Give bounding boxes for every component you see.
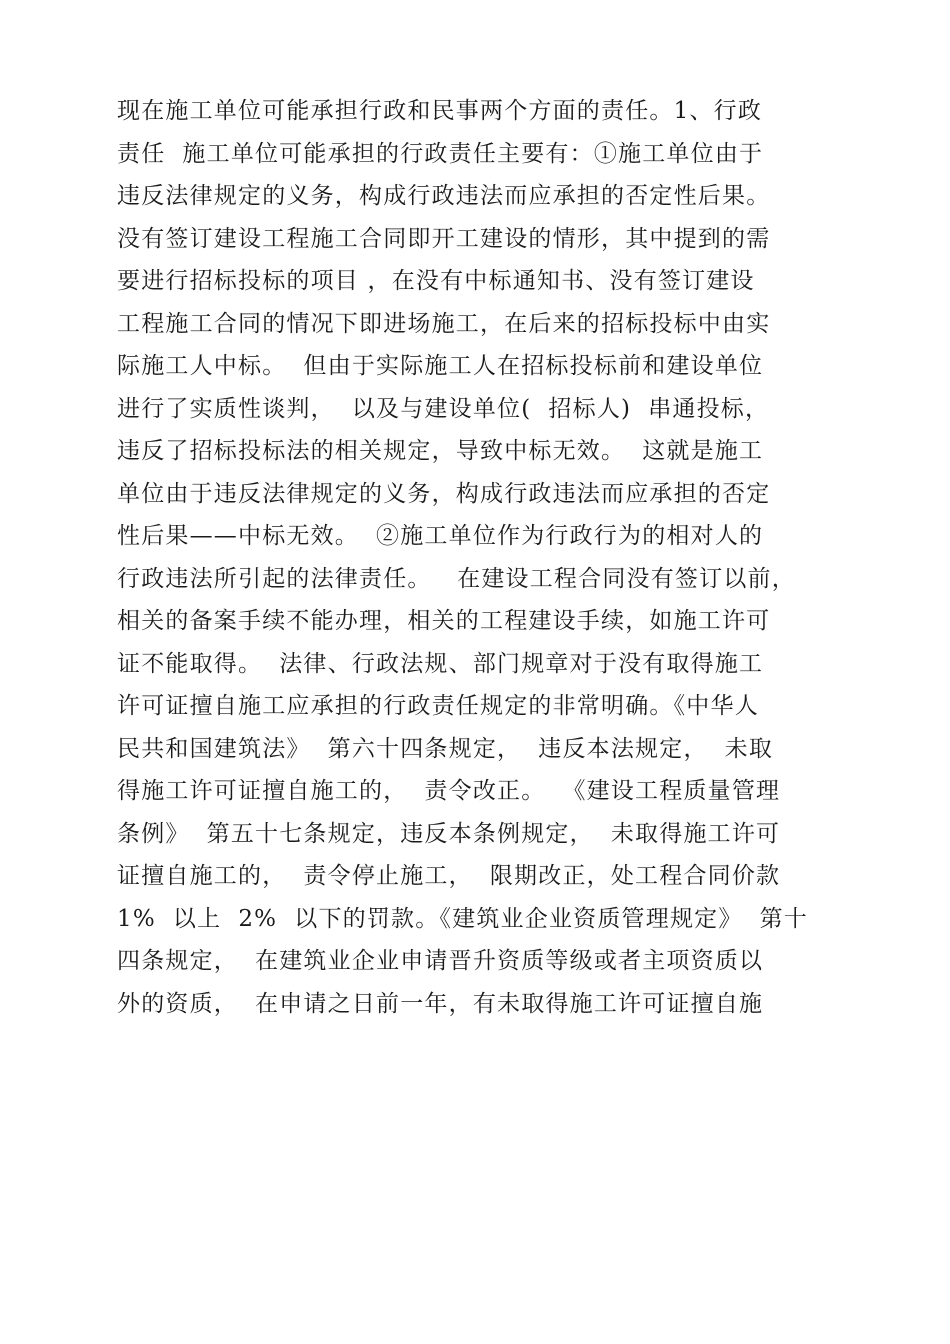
text-line: 证不能取得。 法律、行政法规、部门规章对于没有取得施工 bbox=[117, 650, 764, 677]
text-line: 进行了实质性谈判， 以及与建设单位( 招标人) 串通投标， bbox=[117, 395, 770, 422]
text-line: 要进行招标投标的项目 ，在没有中标通知书、没有签订建设 bbox=[117, 268, 755, 294]
text-line: 性后果——中标无效。 ②施工单位作为行政行为的相对人的 bbox=[117, 523, 764, 549]
text-line: 条例》 第五十七条规定，违反本条例规定， 未取得施工许可 bbox=[117, 820, 781, 847]
text-line: 四条规定， 在建筑业企业申请晋升资质等级或者主项资质以 bbox=[117, 948, 764, 974]
text-line: 现在施工单位可能承担行政和民事两个方面的责任。1、行政 bbox=[117, 98, 763, 124]
text-line: 相关的备案手续不能办理，相关的工程建设手续，如施工许可 bbox=[117, 608, 771, 634]
text-line: 责任 施工单位可能承担的行政责任主要有：①施工单位由于 bbox=[117, 140, 764, 167]
text-line: 证擅自施工的， 责令停止施工， 限期改正，处工程合同价款 bbox=[117, 863, 781, 889]
text-line: 违反了招标投标法的相关规定，导致中标无效。 这就是施工 bbox=[117, 438, 764, 464]
text-line: 民共和国建筑法》 第六十四条规定， 违反本法规定， 未取 bbox=[117, 735, 774, 762]
text-line: 单位由于违反法律规定的义务，构成行政违法而应承担的否定 bbox=[117, 480, 771, 507]
text-line: 许可证擅自施工应承担的行政责任规定的非常明确。《中华人 bbox=[117, 693, 759, 719]
body-text bbox=[117, 90, 817, 1025]
text-line: 违反法律规定的义务，构成行政违法而应承担的否定性后果。 bbox=[117, 183, 771, 209]
text-line: 没有签订建设工程施工合同即开工建设的情形，其中提到的需 bbox=[117, 225, 771, 252]
text-line: 行政违法所引起的法律责任。 在建设工程合同没有签订以前， bbox=[117, 565, 796, 592]
text-line: 工程施工合同的情况下即进场施工，在后来的招标投标中由实 bbox=[117, 310, 771, 337]
text-line: 际施工人中标。 但由于实际施工人在招标投标前和建设单位 bbox=[117, 353, 764, 379]
text-line: 得施工许可证擅自施工的， 责令改正。 《建设工程质量管理 bbox=[117, 778, 781, 804]
text-line: 外的资质， 在申请之日前一年，有未取得施工许可证擅自施 bbox=[117, 990, 764, 1017]
text-line: 1% 以上 2% 以下的罚款。《建筑业企业资质管理规定》 第十 bbox=[117, 905, 808, 932]
